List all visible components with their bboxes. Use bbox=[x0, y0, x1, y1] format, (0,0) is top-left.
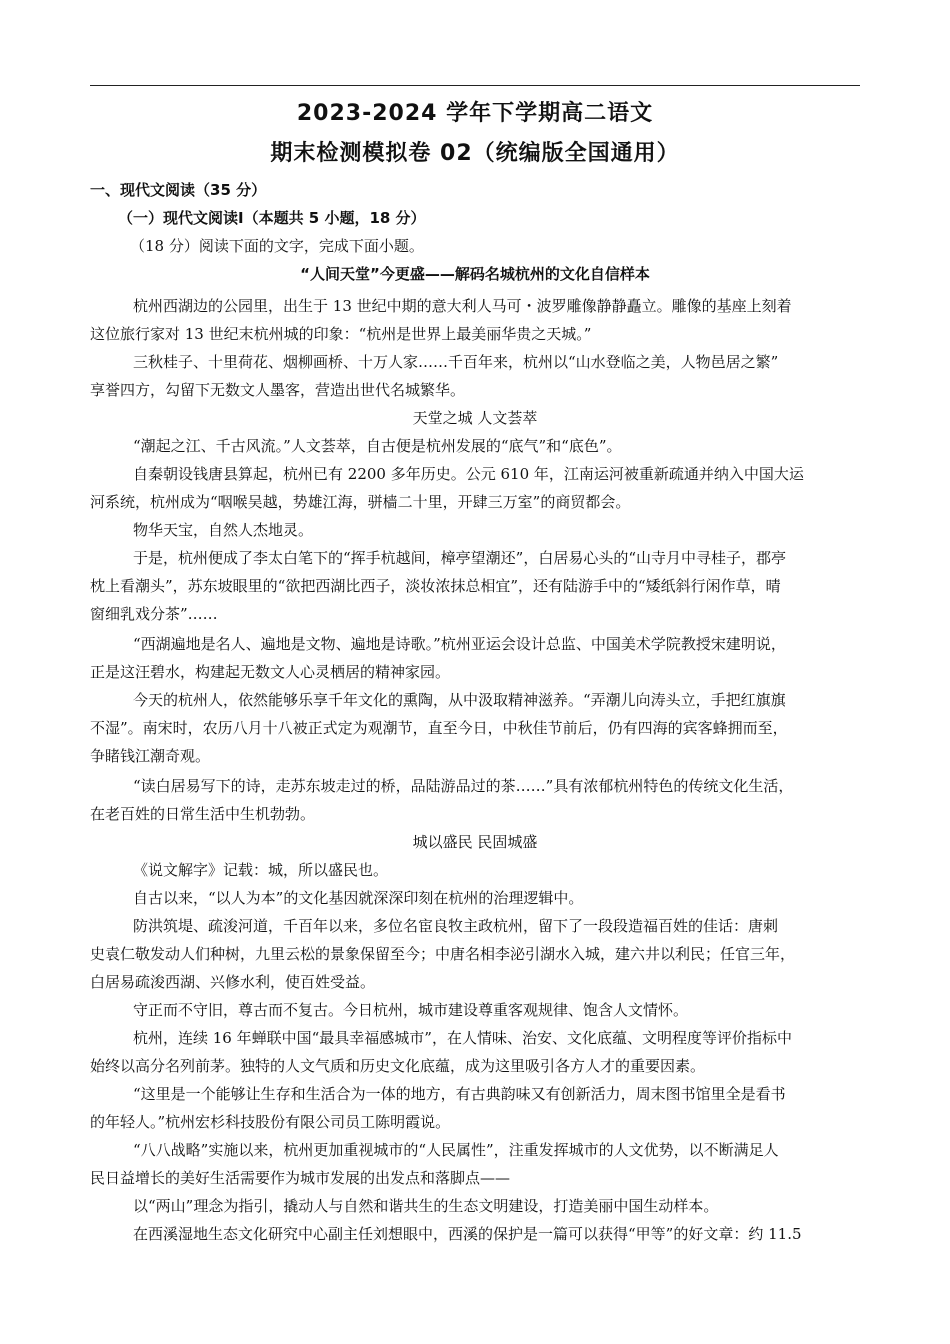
article-text-line: 河系统，杭州成为“咽喉吴越，势雄江海，骈樯二十里，开肆三万室”的商贸都会。 bbox=[90, 493, 631, 511]
article-text-line: 守正而不守旧，尊古而不复古。今日杭州，城市建设尊重客观规律、饱含人文情怀。 bbox=[133, 1001, 689, 1019]
article-text-line: “这里是一个能够让生存和生活合为一体的地方，有古典韵味又有创新活力，周末图书馆里全是看书 bbox=[133, 1085, 786, 1103]
article-text-line: 今天的杭州人，依然能够乐享千年文化的熏陶，从中汲取精神滋养。“弄潮儿向涛头立，手把红旗旗 bbox=[133, 691, 786, 709]
article-title: “人间天堂”今更盛——解码名城杭州的文化自信样本 bbox=[300, 265, 650, 283]
instruction-text: （18 分）阅读下面的文字，完成下面小题。 bbox=[130, 237, 424, 255]
subsection-heading: （一）现代文阅读Ⅰ（本题共 5 小题，18 分） bbox=[118, 209, 426, 227]
article-text-line: 争睹钱江潮奇观。 bbox=[90, 747, 211, 765]
article-text-line: 民日益增长的美好生活需要作为城市发展的出发点和落脚点—— bbox=[90, 1169, 511, 1187]
article-section-heading: 天堂之城 人文荟萃 bbox=[412, 409, 538, 427]
article-text-line: 《说文解字》记载：城，所以盛民也。 bbox=[133, 861, 389, 879]
exam-title: 2023-2024 学年下学期高二语文 bbox=[296, 101, 654, 126]
article-text-line: 于是，杭州便成了李太白笔下的“挥手杭越间，樟亭望潮还”，白居易心头的“山寺月中寻桂子，郡亭 bbox=[133, 549, 787, 567]
header-rule bbox=[90, 85, 860, 86]
article-text-line: 三秋桂子、十里荷花、烟柳画桥、十万人家……千百年来，杭州以“山水登临之美，人物邑居之繁” bbox=[133, 353, 779, 371]
article-text-line: 在西溪湿地生态文化研究中心副主任刘想眼中，西溪的保护是一篇可以获得“甲等”的好文章：约 11.5 bbox=[133, 1225, 802, 1243]
article-text-line: 窗细乳戏分茶”…… bbox=[90, 605, 218, 623]
article-text-line: 享誉四方，勾留下无数文人墨客，营造出世代名城繁华。 bbox=[90, 381, 466, 399]
article-text-line: 防洪筑堤、疏浚河道，千百年以来，多位名宦良牧主政杭州，留下了一段段造福百姓的佳话：唐刺 bbox=[133, 917, 779, 935]
article-text-line: 白居易疏浚西湖、兴修水利，使百姓受益。 bbox=[90, 973, 376, 991]
article-section-heading: 城以盛民 民固城盛 bbox=[412, 833, 538, 851]
article-text-line: 的年轻人。”杭州宏杉科技股份有限公司员工陈明霞说。 bbox=[90, 1113, 451, 1131]
exam-subtitle: 期末检测模拟卷 02（统编版全国通用） bbox=[270, 141, 680, 166]
article-text-line: 自秦朝设钱唐县算起，杭州已有 2200 多年历史。公元 610 年，江南运河被重新疏通并纳入中国大运 bbox=[133, 465, 804, 483]
article-text-line: “八八战略”实施以来，杭州更加重视城市的“人民属性”，注重发挥城市的人文优势，以不断满足人 bbox=[133, 1141, 779, 1159]
article-text-line: 正是这汪碧水，构建起无数文人心灵栖居的精神家园。 bbox=[90, 663, 451, 681]
article-text-line: 杭州西湖边的公园里，出生于 13 世纪中期的意大利人马可・波罗雕像静静矗立。雕像的基座上刻着 bbox=[133, 297, 792, 315]
article-text-line: 物华天宝，自然人杰地灵。 bbox=[133, 521, 314, 539]
article-text-line: 以“两山”理念为指引，撬动人与自然和谐共生的生态文明建设，打造美丽中国生动样本。 bbox=[133, 1197, 719, 1215]
article-text-line: “潮起之江、千古风流。”人文荟萃，自古便是杭州发展的“底气”和“底色”。 bbox=[133, 437, 622, 455]
article-text-line: 自古以来，“以人为本”的文化基因就深深印刻在杭州的治理逻辑中。 bbox=[133, 889, 584, 907]
article-text-line: “读白居易写下的诗，走苏东坡走过的桥，品陆游品过的茶……”具有浓郁杭州特色的传统文化生活， bbox=[133, 777, 794, 795]
article-text-line: 在老百姓的日常生活中生机勃勃。 bbox=[90, 805, 316, 823]
article-text-line: 杭州，连续 16 年蝉联中国“最具幸福感城市”，在人情味、治安、文化底蕴、文明程度等评价指标中 bbox=[133, 1029, 792, 1047]
article-text-line: 始终以高分名列前茅。独特的人文气质和历史文化底蕴，成为这里吸引各方人才的重要因素。 bbox=[90, 1057, 706, 1075]
section-heading: 一、现代文阅读（35 分） bbox=[90, 181, 267, 199]
article-text-line: 这位旅行家对 13 世纪末杭州城的印象：“杭州是世界上最美丽华贵之天城。” bbox=[90, 325, 592, 343]
article-text-line: 史袁仁敬发动人们种树，九里云松的景象保留至今；中唐名相李泌引湖水入城，建六井以利民；任官三年， bbox=[90, 945, 796, 963]
article-text-line: 不湿”。南宋时，农历八月十八被正式定为观潮节，直至今日，中秋佳节前后，仍有四海的宾客蜂拥而至， bbox=[90, 719, 788, 737]
article-text-line: “西湖遍地是名人、遍地是文物、遍地是诗歌。”杭州亚运会设计总监、中国美术学院教授宋建明说， bbox=[133, 635, 786, 653]
article-text-line: 枕上看潮头”，苏东坡眼里的“欲把西湖比西子，淡妆浓抹总相宜”，还有陆游手中的“矮纸斜行闲作草，晴 bbox=[90, 577, 781, 595]
